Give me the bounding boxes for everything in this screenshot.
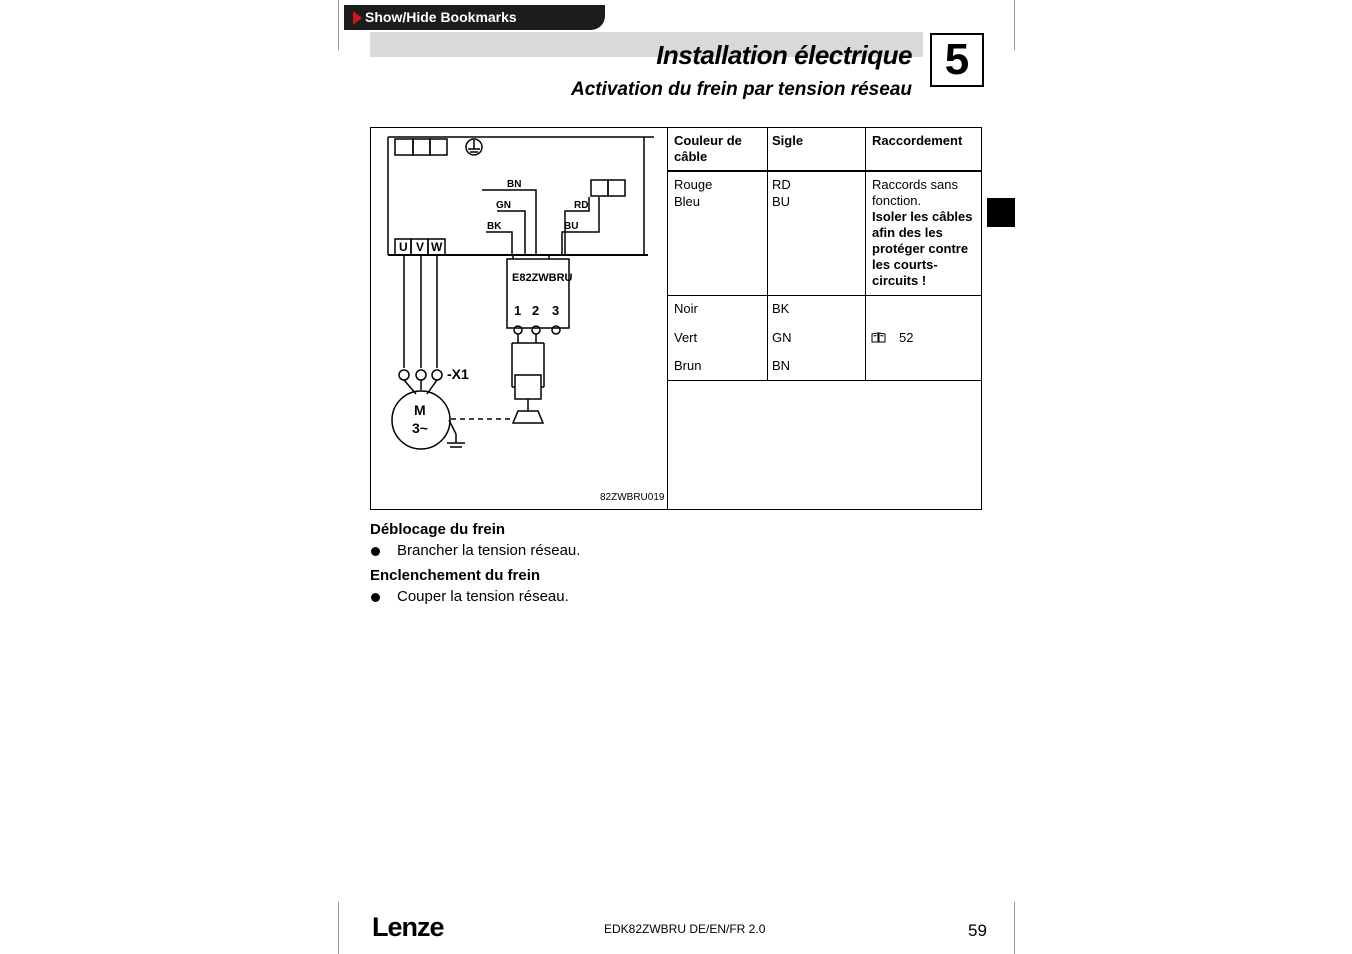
bullet-icon [371,547,380,556]
cell-color-vert: Vert [674,330,698,345]
document-reference: EDK82ZWBRU DE/EN/FR 2.0 [604,922,766,936]
connection-plain-text: Raccords sans fonction. [872,177,958,208]
bookmarks-label: Show/Hide Bookmarks [365,9,517,25]
module-terminal-1: 1 [514,303,522,318]
figure-code: 82ZWBRU019 [600,492,665,503]
chapter-number-box: 5 [930,33,984,87]
header-cable-color: Couleur de câble [674,133,742,164]
header-connection: Raccordement [872,133,963,148]
cell-color-noir: Noir [674,301,698,316]
header-sigle: Sigle [772,133,804,148]
release-heading: Déblocage du frein [370,521,506,538]
terminal-label-u: U [399,240,408,254]
crop-mark [1014,902,1015,954]
book-reference-icon [871,332,886,343]
crop-mark [338,902,339,954]
cell-connection-note [872,177,980,289]
wire-label-bk: BK [487,221,502,232]
wire-label-bu: BU [564,221,579,232]
table-divider [668,170,982,172]
engage-heading: Enclenchement du frein [370,567,541,584]
motor-label-phase: 3~ [412,420,428,436]
module-terminal-2: 2 [532,303,540,318]
table-divider [668,380,982,381]
cell-sigle-bk: BK [772,301,790,316]
lenze-logo: Lenze [372,912,444,942]
crop-mark [338,0,339,50]
wire-label-gn: GN [496,200,511,211]
show-hide-bookmarks-button[interactable] [344,5,605,30]
cell-sigle-bn: BN [772,358,791,373]
cell-sigle-gn: GN [772,330,792,345]
chapter-side-tab [987,198,1015,227]
wiring-diagram [371,128,668,509]
terminal-label-w: W [431,240,443,254]
cell-color-bleu: Bleu [674,194,701,209]
cell-color-brun: Brun [674,358,702,373]
module-label: E82ZWBRU [512,272,573,284]
reference-page-link[interactable]: 52 [899,330,914,345]
page-subtitle: Activation du frein par tension réseau [570,79,912,100]
bullet-icon [371,593,380,602]
table-divider [668,295,982,296]
table-divider [767,127,768,381]
connector-label-x1: -X1 [447,366,469,382]
play-arrow-icon [353,11,362,25]
table-divider [865,127,866,381]
page-title: Installation électrique [656,40,912,70]
connection-warning-text: Isoler les câbles afin des les protéger contre les courts-circuits ! [872,209,973,288]
wire-label-bn: BN [507,179,522,190]
terminal-label-v: V [416,240,425,254]
crop-mark [1014,0,1015,50]
cell-color-rouge: Rouge [674,177,713,192]
page-number: 59 [968,921,987,940]
wire-label-rd: RD [574,200,589,211]
module-terminal-3: 3 [552,303,560,318]
cell-sigle-bu: BU [772,194,791,209]
cell-sigle-rd: RD [772,177,791,192]
motor-label-m: M [414,402,426,418]
